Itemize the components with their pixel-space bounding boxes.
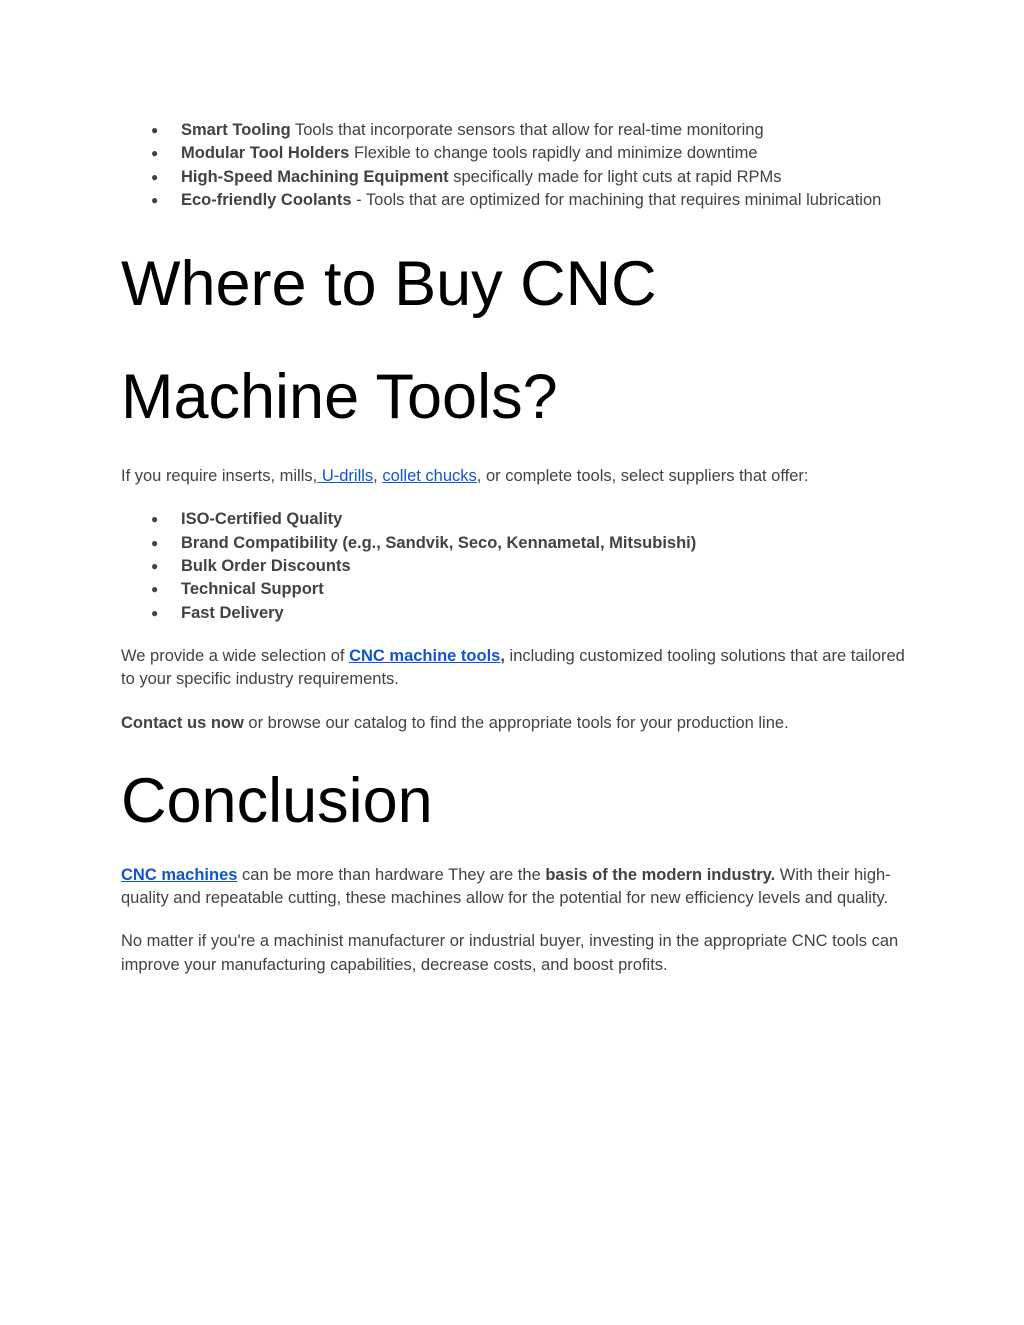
list-item-title: Eco-friendly Coolants [181, 190, 352, 209]
list-item [121, 119, 911, 142]
contact-us-now-text: Contact us now [121, 713, 244, 732]
list-item-title: Smart Tooling [181, 121, 291, 139]
list-item-text: Tools that incorporate sensors that allow for real-time monitoring [290, 121, 764, 139]
bullet-icon: ● [151, 559, 159, 574]
provide-text: We provide a wide selection of [121, 646, 350, 665]
list-item-text: Brand Compatibility (e.g., Sandvik, Seco, Kennametal, Mitsubishi) [181, 533, 697, 552]
cnc-machines-link[interactable]: CNC machines [121, 865, 238, 884]
conclusion-paragraph-1 [121, 864, 911, 911]
intro-separator: , [373, 467, 383, 486]
heading-line-1: Where to Buy CNC [121, 249, 657, 320]
bullet-icon: ● [151, 123, 159, 137]
list-item-text: Technical Support [181, 580, 324, 599]
contact-paragraph [121, 712, 911, 735]
bullet-icon: ● [151, 169, 159, 184]
heading-conclusion: Conclusion [121, 765, 433, 836]
contact-text: or browse our catalog to find the appropriate tools for your production line. [243, 713, 789, 732]
list-item [121, 508, 911, 531]
bullet-icon: ● [151, 146, 159, 161]
collet-chucks-link[interactable]: collet chucks [382, 467, 477, 486]
provide-text-end: including customized tooling solutions that are tailored to your specific industry requirements. [121, 646, 905, 689]
provide-paragraph [121, 645, 911, 692]
list-item-text: ISO-Certified Quality [181, 510, 343, 529]
intro-text-end: , or complete tools, select suppliers that offer: [476, 467, 809, 486]
list-item [121, 166, 911, 189]
cnc-machine-tools-link[interactable]: CNC machine tools [349, 646, 501, 665]
list-item-title: Modular Tool Holders [181, 144, 350, 163]
heading-where-to-buy [121, 228, 911, 454]
list-item-text: specifically made for light cuts at rapid RPMs [448, 167, 782, 186]
u-drills-link[interactable]: U-drills [317, 467, 374, 486]
list-item [121, 578, 911, 601]
list-item-text: - Tools that are optimized for machining that requires minimal lubrication [351, 190, 882, 209]
conclusion-bold-text: basis of the modern industry. [545, 865, 776, 884]
heading-line-2: Machine Tools? [121, 362, 558, 433]
bullet-icon: ● [151, 512, 159, 527]
list-item-text: Flexible to change tools rapidly and minimize downtime [349, 144, 758, 163]
provide-comma: , [500, 646, 505, 665]
list-item-text: Bulk Order Discounts [181, 557, 351, 576]
list-item [121, 532, 911, 555]
list-item [121, 142, 911, 165]
list-item [121, 555, 911, 578]
bullet-icon: ● [151, 582, 159, 597]
list-item [121, 189, 911, 212]
supplier-feature-list [121, 508, 911, 624]
document-content [121, 119, 911, 977]
list-item-text: Fast Delivery [181, 603, 284, 622]
bullet-icon: ● [151, 535, 159, 550]
conclusion-paragraph-2: No matter if you're a machinist manufacturer or industrial buyer, investing in the appropriate CNC tools can improve your manufacturing capabilities, decrease costs, and boost profits. [121, 932, 899, 974]
conclusion-text-end: With their high-quality and repeatable cutting, these machines allow for the potential for new efficiency levels and quality. [121, 865, 891, 908]
bullet-icon: ● [151, 605, 159, 620]
list-item-title: High-Speed Machining Equipment [181, 167, 449, 186]
top-bullet-list [121, 119, 911, 212]
intro-paragraph [121, 465, 911, 488]
bullet-icon: ● [151, 192, 159, 207]
conclusion-text: can be more than hardware They are the [237, 865, 546, 884]
intro-text: If you require inserts, mills, [121, 467, 318, 486]
list-item [121, 602, 911, 625]
